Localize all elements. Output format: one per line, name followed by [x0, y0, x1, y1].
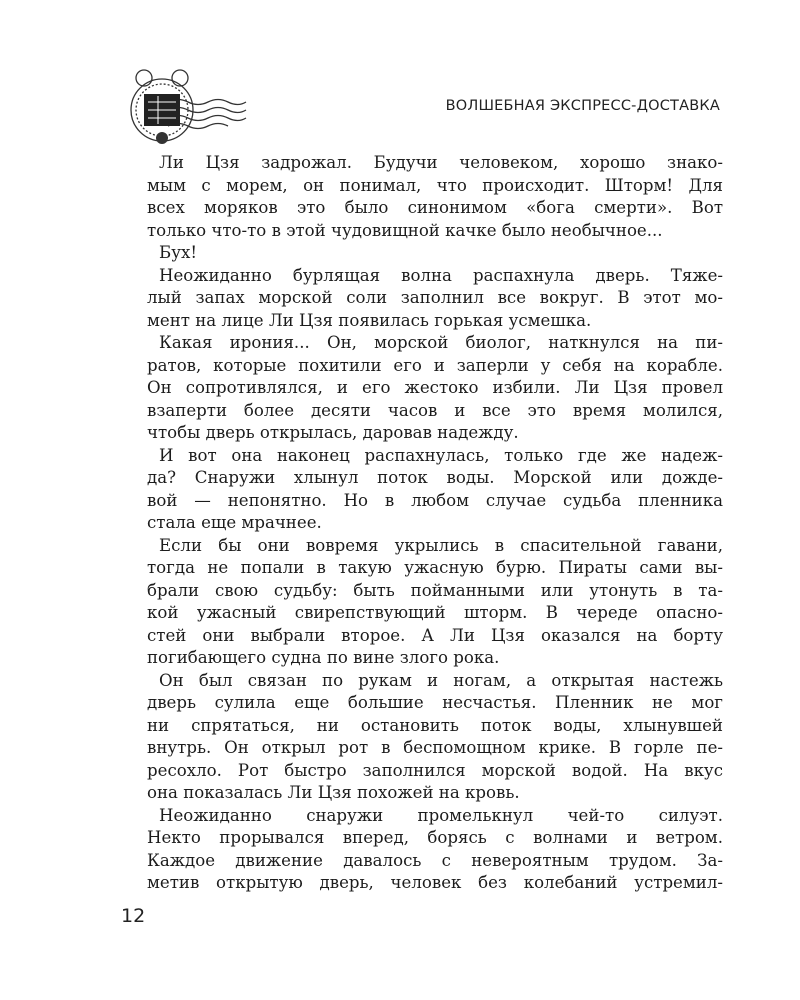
text-line: стала еще мрачнее. — [147, 513, 322, 532]
text-line: она показалась Ли Цзя похожей на кровь. — [147, 783, 520, 802]
text-line: стей они выбрали второе. А Ли Цзя оказался на борту — [147, 625, 723, 645]
text-line: чтобы дверь открылась, даровав надежду. — [147, 423, 519, 442]
text-line: внутрь. Он открыл рот в беспомощном крике. В горле пе- — [147, 738, 723, 757]
text-line: взаперти более десяти часов и все это время молился, — [147, 400, 723, 420]
text-line: ни спрятаться, ни остановить поток воды, хлынувшей — [147, 715, 723, 735]
text-line: ратов, которые похитили его и заперли у себя на корабле. — [147, 355, 723, 375]
text-line: Некто прорывался вперед, борясь с волнами и ветром. — [147, 828, 723, 847]
text-line: тогда не попали в такую ужасную бурю. Пираты сами вы- — [147, 558, 723, 577]
text-line: мым с морем, он понимал, что происходит. Шторм! Для — [147, 175, 723, 195]
text-line: Он сопротивлялся, и его жестоко избили. Ли Цзя провел — [147, 378, 723, 397]
text-line: да? Снаружи хлынул поток воды. Морской или дожде- — [147, 468, 723, 487]
text-line: всех моряков это было синонимом «бога смерти». Вот — [147, 198, 723, 217]
text-line: Если бы они вовремя укрылись в спасительной гавани, — [159, 535, 723, 555]
text-line: Каждое движение давалось с невероятным трудом. За- — [147, 850, 723, 870]
text-line: дверь сулила еще большие несчастья. Пленник не мог — [147, 693, 723, 712]
text-line: погибающего судна по вине злого рока. — [147, 648, 500, 667]
text-line: Ли Цзя задрожал. Будучи человеком, хорошо знако- — [159, 153, 723, 172]
text-line: метив открытую дверь, человек без колебаний устремил- — [147, 873, 723, 892]
text-line: ресохло. Рот быстро заполнился морской водой. На вкус — [147, 760, 723, 780]
text-line: мент на лице Ли Цзя появилась горькая усмешка. — [147, 310, 592, 330]
body-text — [147, 152, 723, 895]
text-line: Неожиданно снаружи промелькнул чей-то силуэт. — [159, 805, 723, 825]
text-line: Какая ирония... Он, морской биолог, наткнулся на пи- — [159, 333, 723, 352]
text-line: Бух! — [159, 243, 197, 262]
text-line: брали свою судьбу: быть пойманными или утонуть в та- — [147, 580, 723, 600]
page-number: 12 — [121, 905, 146, 927]
postal-stamp-icon — [128, 62, 248, 158]
text-line: лый запах морской соли заполнил все вокруг. В этот мо- — [147, 288, 723, 307]
text-line: вой — непонятно. Но в любом случае судьба пленника — [147, 490, 723, 510]
text-line: кой ужасный свирепствующий шторм. В череде опасно- — [147, 603, 723, 622]
running-header: ВОЛШЕБНАЯ ЭКСПРЕСС-ДОСТАВКА — [445, 98, 720, 114]
text-line: Он был связан по рукам и ногам, а открытая настежь — [159, 670, 723, 690]
text-line: только что-то в этой чудовищной качке было необычное... — [147, 220, 663, 240]
text-line: И вот она наконец распахнулась, только где же надеж- — [159, 445, 723, 465]
text-line: Неожиданно бурлящая волна распахнула дверь. Тяже- — [159, 265, 723, 285]
